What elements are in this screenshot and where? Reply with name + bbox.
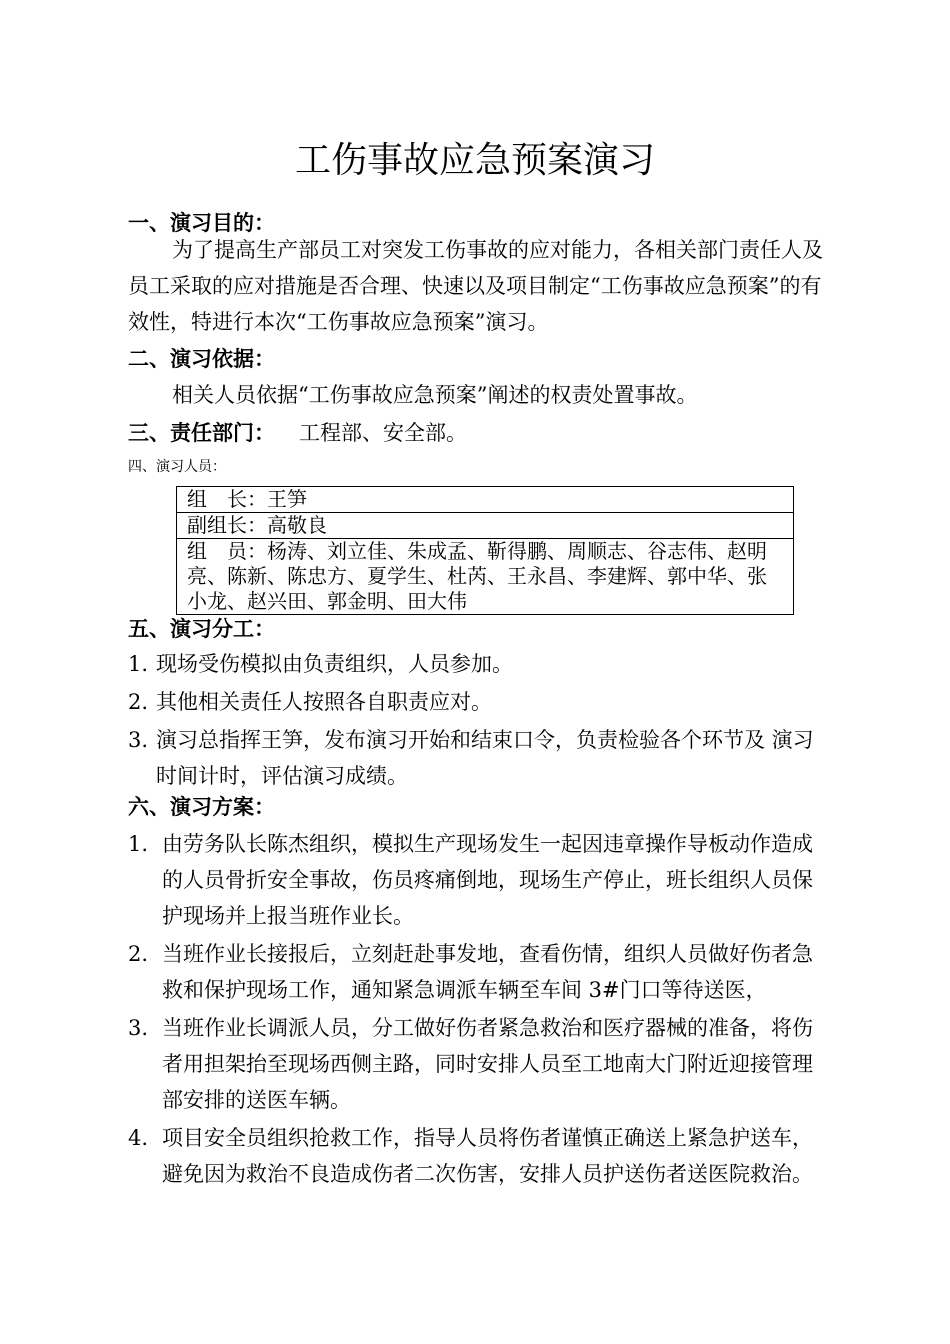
list-item-number: 4. bbox=[128, 1126, 149, 1150]
personnel-table bbox=[176, 486, 794, 615]
list-item-text: 由劳务队长陈杰组织，模拟生产现场发生一起因违章操作导板动作造成的人员骨折安全事故，伤员疼痛倒地，现场生产停止，班长组织人员保护现场并上报当班作业长。 bbox=[162, 832, 813, 928]
document-title: 工伤事故应急预案演习 bbox=[294, 140, 655, 181]
list-item-number: 3. bbox=[128, 1016, 149, 1040]
section-heading-personnel: 四、演习人员： bbox=[128, 459, 226, 475]
list-item-text: 项目安全员组织抢救工作，指导人员将伤者谨慎正确送上紧急护送车，避免因为救治不良造成伤者二次伤害，安排人员护送伤者送医院救治。 bbox=[162, 1126, 813, 1186]
list-item-text: 现场受伤模拟由负责组织，人员参加。 bbox=[156, 652, 513, 676]
list-item bbox=[128, 722, 828, 794]
list-item bbox=[128, 646, 828, 682]
list-item-number: 2. bbox=[128, 690, 149, 714]
list-item bbox=[128, 936, 828, 1008]
table-row bbox=[177, 513, 794, 539]
list-item-text: 演习总指挥王笋，发布演习开始和结束口令，负责检验各个环节及 演习时间计时，评估演习成绩。 bbox=[156, 728, 814, 788]
table-cell-leader: 组 长：王笋 bbox=[177, 487, 794, 513]
list-item-number: 1. bbox=[128, 832, 149, 856]
plan-list bbox=[128, 826, 828, 1194]
list-item bbox=[128, 826, 828, 934]
list-item-number: 2. bbox=[128, 942, 149, 966]
list-item-text: 当班作业长接报后，立刻赶赴事发地，查看伤情，组织人员做好伤者急救和保护现场工作，通知紧急调派车辆至车间 3#门口等待送医， bbox=[162, 942, 813, 1002]
section-body-basis: 相关人员依据“工伤事故应急预案”阐述的权责处置事故。 bbox=[172, 383, 698, 407]
section-heading-purpose: 一、演习目的： bbox=[128, 210, 275, 235]
table-cell-members: 组 员：杨涛、刘立佳、朱成孟、靳得鹏、周顺志、谷志伟、赵明亮、陈新、陈忠方、夏学生、杜芮、王永昌、李建辉、郭中华、张小龙、赵兴田、郭金明、田大伟 bbox=[177, 539, 794, 615]
list-item-number: 1. bbox=[128, 652, 149, 676]
list-item-text: 当班作业长调派人员，分工做好伤者紧急救治和医疗器械的准备，将伤者用担架抬至现场西侧主路，同时安排人员至工地南大门附近迎接管理部安排的送医车辆。 bbox=[162, 1016, 813, 1112]
section-heading-basis: 二、演习依据： bbox=[128, 346, 275, 371]
list-item bbox=[128, 684, 828, 720]
table-cell-deputy: 副组长：高敬良 bbox=[177, 513, 794, 539]
division-list bbox=[128, 646, 828, 796]
table-row bbox=[177, 487, 794, 513]
section-heading-department bbox=[128, 418, 467, 448]
section-heading-division: 五、演习分工： bbox=[128, 616, 275, 641]
list-item bbox=[128, 1010, 828, 1118]
list-item-number: 3. bbox=[128, 728, 149, 752]
department-label: 三、责任部门： bbox=[128, 420, 275, 445]
list-item-text: 其他相关责任人按照各自职责应对。 bbox=[156, 690, 492, 714]
section-heading-plan: 六、演习方案： bbox=[128, 794, 275, 819]
list-item bbox=[128, 1120, 828, 1192]
department-value: 工程部、安全部。 bbox=[299, 421, 467, 445]
table-row bbox=[177, 539, 794, 615]
section-body-purpose: 为了提高生产部员工对突发工伤事故的应对能力，各相关部门责任人及员工采取的应对措施是否合理、快速以及项目制定“工伤事故应急预案”的有效性，特进行本次“工伤事故应急预案”演习。 bbox=[128, 238, 823, 334]
